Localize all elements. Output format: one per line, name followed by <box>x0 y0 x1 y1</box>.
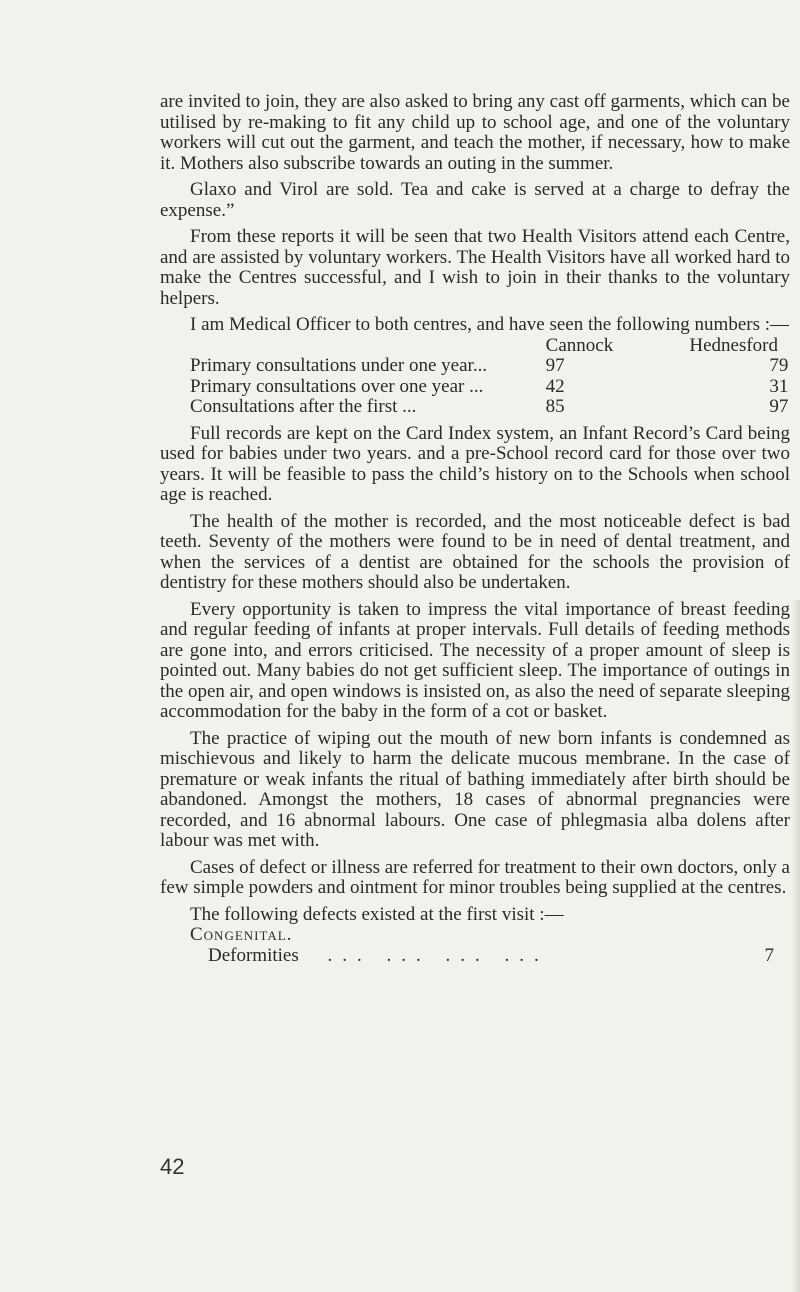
table-row <box>160 397 790 418</box>
column-header-cannock: Cannock <box>545 334 614 356</box>
page-number: 42 <box>160 1154 185 1179</box>
hednesford-value: 97 <box>769 396 789 417</box>
paragraph: I am Medical Officer to both centres, and have seen the following numbers :— <box>190 314 790 335</box>
row-label: Primary consultations under one year... <box>190 355 488 376</box>
row-label: Primary consultations over one year ... <box>190 375 484 397</box>
cannock-value: 97 <box>545 355 565 376</box>
paragraph: Every opportunity is taken to impress the vital importance of breast feeding and regular feeding of infants at proper intervals. Full details of feeding methods are gone into, and errors criticised. The necessity of a proper amount of sleep is pointed out. Many babies do not get sufficient sleep. The importance of outings in the open air, and open windows is insisted on, as also the need of separate sleeping accommodation for the baby in the form of a cot or basket. <box>160 598 790 722</box>
hednesford-value: 79 <box>769 355 789 376</box>
paragraph: Glaxo and Virol are sold. Tea and cake is served at a charge to defray the expense.” <box>160 179 790 221</box>
paragraph: The following defects existed at the first visit :— <box>190 903 564 925</box>
cannock-value: 85 <box>545 396 565 417</box>
defect-label: Deformities <box>208 944 299 966</box>
paragraph: The practice of wiping out the mouth of new born infants is condemned as mischievous and likely to harm the delicate mucous membrane. In the case of premature or weak infants the ritual of bathing immediately after birth should be abandoned. Amongst the mothers, 18 cases of abnormal pregnancies were recorded, and 16 abnormal labours. One case of phlegmasia alba dolens after labour was met with. <box>160 727 790 851</box>
defect-item <box>160 946 790 967</box>
section-heading: Congenital. <box>190 924 293 945</box>
row-label: Consultations after the first ... <box>190 396 417 417</box>
leader-dots: ... ... ... ... <box>327 944 549 966</box>
paragraph: From these reports it will be seen that two Health Visitors attend each Centre, and are assisted by voluntary workers. The Health Visitors have all worked hard to make the Centres successful, and I wish to join in their thanks to the voluntary helpers. <box>160 226 790 309</box>
consultations-table <box>160 336 790 418</box>
body-text <box>160 92 790 966</box>
paragraph: Cases of defect or illness are referred for treatment to their own doctors, only a few simple powders and ointment for minor troubles being supplied at the centres. <box>160 856 790 898</box>
table-row <box>160 356 790 377</box>
cannock-value: 42 <box>545 375 565 397</box>
paragraph: The health of the mother is recorded, and the most noticeable defect is bad teeth. Seventy of the mothers were found to be in need of dental treatment, and when the services of a dentist are obtained for the schools the provision of dentistry for these mothers should also be undertaken. <box>160 510 790 593</box>
paragraph: are invited to join, they are also asked to bring any cast off garments, which can be utilised by re-making to fit any child up to school age, and one of the voluntary workers will cut out the garment, and teach the mother, if necessary, how to make it. Mothers also subscribe towards an outing in the summer. <box>160 91 790 174</box>
page-edge-shadow <box>792 600 800 1292</box>
hednesford-value: 31 <box>769 375 789 397</box>
column-header-hednesford: Hednesford <box>689 334 778 356</box>
table-row <box>160 377 790 398</box>
table-header-row <box>160 336 790 357</box>
paragraph: Full records are kept on the Card Index system, an Infant Record’s Card being used for babies under two years. and a pre-School record card for those over two years. It will be feasible to pass the child’s history on to the Schools when school age is reached. <box>160 422 790 505</box>
defect-count: 7 <box>764 944 774 966</box>
